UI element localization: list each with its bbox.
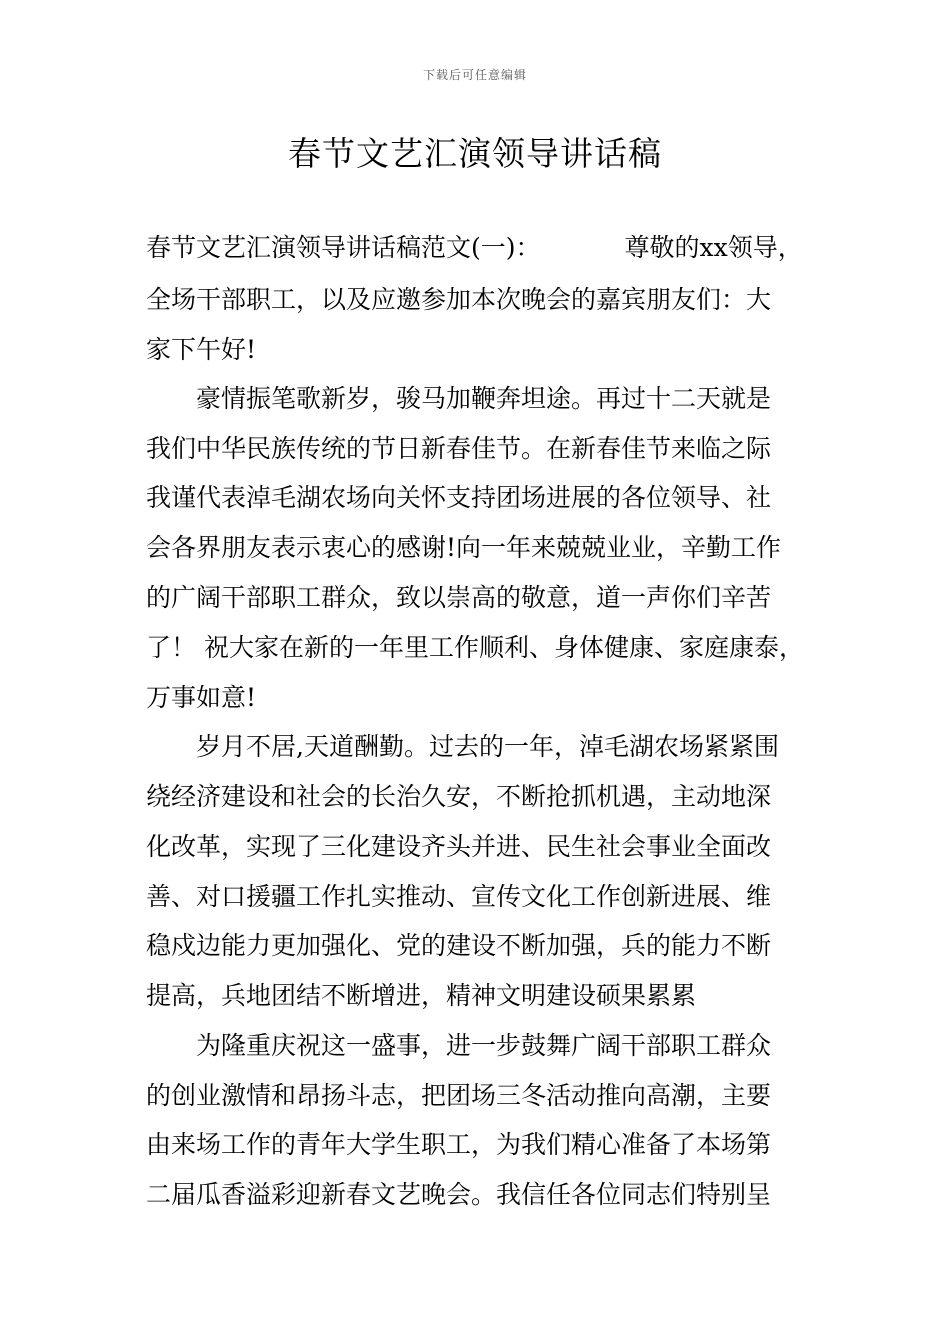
header-note: 下载后可任意编辑 — [422, 68, 527, 82]
paragraph-line: 了！ 祝大家在新的一年里工作顺利、身体健康、家庭康泰， — [146, 633, 804, 662]
paragraph-line: 岁月不居,天道酬勤。过去的一年，淖毛湖农场紧紧围 — [196, 732, 779, 761]
paragraph-line: 绕经济建设和社会的长治久安，不断抢抓机遇，主动地深 — [146, 782, 772, 811]
salutation-text: 尊敬的xx领导， — [624, 233, 803, 262]
paragraph-line: 会各界朋友表示衷心的感谢!向一年来兢兢业业，辛勤工作 — [146, 533, 782, 562]
paragraph-line: 由来场工作的青年大学生职工，为我们精心准备了本场第 — [146, 1130, 772, 1159]
paragraph-line — [146, 231, 826, 265]
paragraph-line: 我谨代表淖毛湖农场向关怀支持团场进展的各位领导、社 — [146, 483, 772, 512]
paragraph-line: 的广阔干部职工群众，致以崇高的敬意，道一声你们辛苦 — [146, 583, 772, 612]
paragraph-line: 提高，兵地团结不断增进，精神文明建设硕果累累 — [146, 981, 697, 1010]
paragraph-line: 万事如意! — [146, 683, 257, 712]
paragraph-line: 全场干部职工，以及应邀参加本次晚会的嘉宾朋友们：大 — [146, 285, 772, 314]
paragraph-line: 的创业激情和昂扬斗志，把团场三冬活动推向高潮，主要 — [146, 1081, 772, 1110]
paragraph-line: 家下午好! — [146, 335, 257, 364]
paragraph-line: 善、对口援疆工作扎实推动、宣传文化工作创新进展、维 — [146, 882, 772, 911]
paragraph-line: 为隆重庆祝这一盛事，进一步鼓舞广阔干部职工群众 — [196, 1031, 772, 1060]
paragraph-line: 我们中华民族传统的节日新春佳节。在新春佳节来临之际 — [146, 434, 772, 463]
salutation-heading: 春节文艺汇演领导讲话稿范文(一)： — [146, 233, 541, 262]
paragraph-line: 豪情振笔歌新岁，骏马加鞭奔坦途。再过十二天就是 — [196, 384, 772, 413]
paragraph-line: 二届瓜香溢彩迎新春文艺晚会。我信任各位同志们特别呈 — [146, 1180, 772, 1209]
paragraph-line: 化改革，实现了三化建设齐头并进、民生社会事业全面改 — [146, 832, 772, 861]
paragraph-line: 稳戍边能力更加强化、党的建设不断加强，兵的能力不断 — [146, 931, 772, 960]
document-title: 春节文艺汇演领导讲话稿 — [288, 134, 662, 173]
